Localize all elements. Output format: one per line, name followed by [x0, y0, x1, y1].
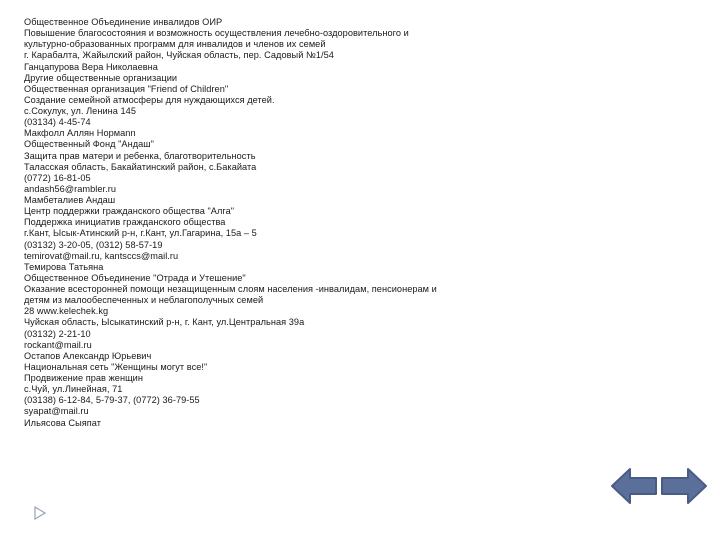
text-line: Мамбеталиев Андаш: [24, 195, 116, 205]
text-line: Защита прав матери и ребенка, благотворительность: [24, 150, 256, 161]
text-line: Поддержка инициатив гражданского общества: [24, 217, 226, 228]
text-line: (03132) 2-21-10: [24, 328, 91, 339]
text-line: Повышение благосостояния и возможность осуществления лечебно-оздоровительного и: [24, 28, 409, 39]
text-line: Центр поддержки гражданского общества "Алга": [24, 206, 235, 217]
text-line: г. Карабалта, Жайылский район, Чуйская область, пер. Садовый №1/54: [24, 50, 334, 61]
text-line: Ильясова Сыяпат: [24, 417, 102, 428]
text-line: Темирова Татьяна: [24, 261, 104, 272]
arrow-left-shape: [612, 469, 656, 503]
document-text: [24, 17, 624, 429]
text-line: г.Кант, Ысык-Атинский р-н, г.Кант, ул.Гагарина, 15а – 5: [24, 228, 257, 239]
text-line: детям из малообеспеченных и неблагополучных семей: [24, 295, 264, 306]
text-line: Оказание всесторонней помощи незащищенным слоям населения -инвалидам, пенсионерам и: [24, 284, 437, 294]
text-line: Продвижение прав женщин: [24, 373, 143, 383]
text-line: Таласская область, Бакайатинский район, с.Бакайата: [24, 161, 257, 172]
text-line: Общественный Фонд "Андаш": [24, 139, 154, 150]
text-line: 28 www.kelechek.kg: [24, 306, 109, 317]
text-line: культурно-образованных программ для инвалидов и членов их семей: [24, 39, 326, 50]
text-line: Макфолл Аллян Нормann: [24, 128, 136, 139]
text-line: (03134) 4-45-74: [24, 117, 91, 128]
text-line: (03138) 6-12-84, 5-79-37, (0772) 36-79-55: [24, 395, 200, 406]
text-line: Создание семейной атмосферы для нуждающихся детей.: [24, 94, 275, 105]
triangle-right-shape: [35, 507, 45, 519]
text-line: Общественное Объединение инвалидов ОИР: [24, 17, 223, 27]
arrow-right-shape: [662, 469, 706, 503]
text-line: (0772) 16-81-05: [24, 172, 91, 183]
triangle-right-icon: [34, 506, 46, 520]
text-line: syapat@mail.ru: [24, 406, 89, 417]
text-line: andash56@rambler.ru: [24, 183, 116, 194]
text-line: с.Чуй, ул.Линейная, 71: [24, 384, 123, 395]
arrow-right-icon[interactable]: [660, 466, 708, 506]
text-line: Общественное Объединение "Отрада и Утешение": [24, 272, 246, 283]
text-line: с.Сокулук, ул. Ленина 145: [24, 106, 137, 116]
text-line: Национальная сеть "Женщины могут все!": [24, 361, 208, 372]
text-line: Ганцапурова Вера Николаевна: [24, 61, 158, 72]
slide-navigation: [610, 466, 708, 506]
text-line: temirovat@mail.ru, kantsccs@mail.ru: [24, 250, 179, 261]
text-line: (03132) 3-20-05, (0312) 58-57-19: [24, 239, 163, 250]
text-line: Другие общественные организации: [24, 72, 178, 83]
text-line: Остапов Александр Юрьевич: [24, 350, 152, 361]
text-line: Общественная организация "Friend of Children": [24, 83, 229, 94]
text-line: rockant@mail.ru: [24, 339, 92, 350]
arrow-left-icon[interactable]: [610, 466, 658, 506]
text-line: Чуйская область, Ысыкатинский р-н, г. Кант, ул.Центральная 39а: [24, 317, 305, 328]
